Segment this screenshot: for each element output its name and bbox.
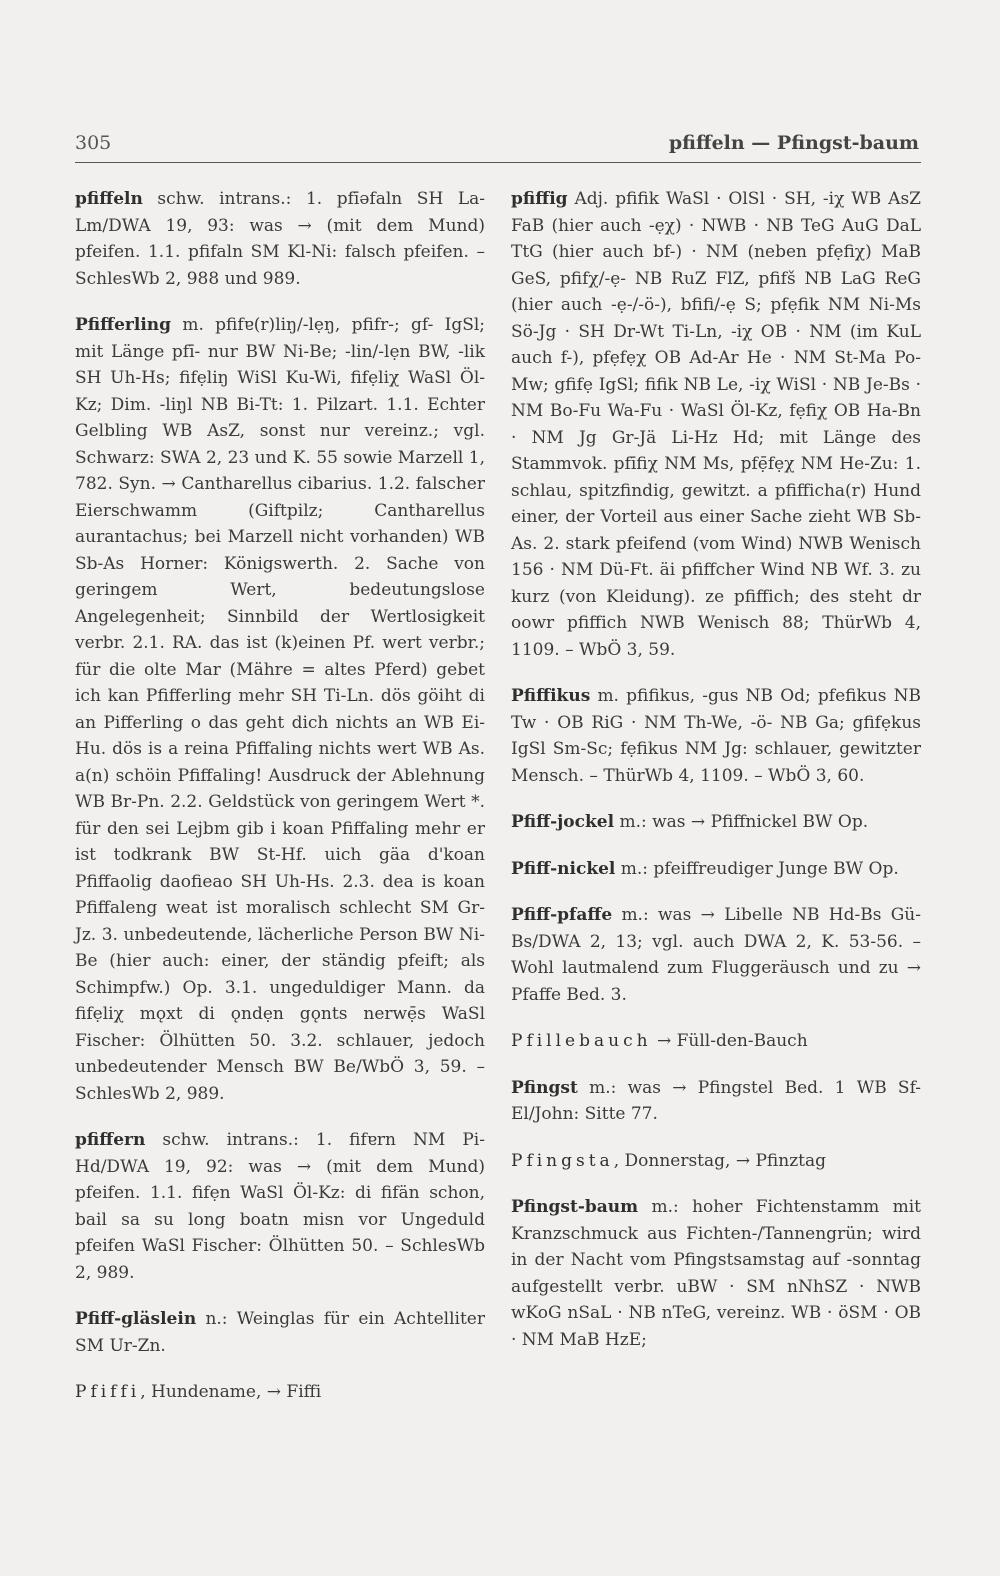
entry-pfiff-pfaffe [511, 902, 921, 1008]
lemma: Pfiff-jockel [511, 812, 615, 832]
running-title: pfiffeln — Pfingst-baum [668, 132, 919, 154]
lemma: Pfiffikus [511, 686, 591, 706]
entry-pfillebauch [511, 1028, 921, 1055]
lemma: Pfiffi [75, 1382, 141, 1402]
entry-pfiffern [75, 1127, 485, 1286]
lemma: pfiffig [511, 189, 568, 209]
right-column [511, 186, 921, 1373]
entry-pfingsta [511, 1148, 921, 1175]
entry-body: m.: was → Libelle NB Hd-Bs Gü-Bs/DWA 2, 13; vgl. auch DWA 2, K. 53-56. – Wohl lautmalend zum Fluggeräusch und zu → Pfaffe Bed. 3. [511, 905, 921, 1005]
entry-pfiff-glaeslein [75, 1306, 485, 1359]
entry-pfifferling [75, 312, 485, 1107]
entry-body: m. pfifɐ(r)liŋ/-lẹŋ, pfifr-; gf- IgSl; mit Länge pfī- nur BW Ni-Be; -lin/-lẹn BW, -lik SH Uh-Hs; fifẹliŋ WiSl Ku-Wi, fifẹliχ WaSl Öl-Kz; Dim. -liŋl NB Bi-Tt: 1. Pilzart. 1.1. Echter Gelbling WB AsZ, sonst nur vereinz.; vgl. Schwarz: SWA 2, 23 und K. 55 sowie Marzell 1, 782. Syn. → Cantharellus cibarius. 1.2. falscher Eierschwamm (Giftpilz; Cantharellus aurantachus; bei Marzell nicht vorhanden) WB Sb-As Horner: Königswerth. 2. Sache von geringem Wert, bedeutungslose Angelegenheit; Sinnbild der Wertlosigkeit verbr. 2.1. RA. das ist (k)einen Pf. wert verbr.; für die olte Mar (Mähre = altes Pferd) gebet ich kan Pfifferling mehr SH Ti-Ln. dös göiht di an Pifferling o das geht dich nichts an WB Ei-Hu. dös is a reina Pfiffaling nichts wert WB As. a(n) schöin Pfiffaling! Ausdruck der Ablehnung WB Br-Pn. 2.2. Geldstück von geringem Wert *. für den sei Lejbm gib i koan Pfiffaling mehr er ist todkrank BW St-Hf. uich gäa d'koan Pfiffaolig daofieao SH Uh-Hs. 2.3. dea is koan Pfiffaleng weat ist moralisch schlecht SM Gr-Jz. 3. unbedeutende, lächerliche Person BW Ni-Be (hier auch: einer, der ständig pfeift; als Schimpfw.) Op. 3.1. ungeduldiger Mann. da fifẹliχ mǫxt di ǫndẹn gǫnts nerwẹ̄s WaSl Fischer: Ölhütten 50. 3.2. schlauer, jedoch unbedeutender Mensch BW Be/WbÖ 3, 59. – SchlesWb 2, 989. [75, 315, 486, 1104]
entry-body: , Donnerstag, → Pfinztag [613, 1150, 827, 1171]
lemma: Pfiff-gläslein [75, 1309, 197, 1329]
running-header [75, 132, 921, 163]
lemma: Pfingst [511, 1077, 578, 1098]
entry-pfingst-baum [511, 1194, 921, 1353]
left-column [75, 186, 485, 1426]
entry-pfiff-nickel [511, 856, 921, 883]
entry-body: schw. intrans.: 1. fifɐrn NM Pi-Hd/DWA 19, 92: was → (mit dem Mund) pfeifen. 1.1. fifẹn WaSl Öl-Kz: di fifän schon, bail sa su long boatn misn vor Ungeduld pfeifen WaSl Fischer: Ölhütten 50. – SchlesWb 2, 989. [75, 1130, 485, 1283]
entry-pfingst [511, 1075, 921, 1128]
entry-body: n.: Weinglas für ein Achtelliter SM Ur-Zn. [75, 1309, 485, 1356]
lemma: Pfifferling [75, 315, 172, 335]
entry-body: Adj. pfifik WaSl · OlSl · SH, -iχ WB AsZ FaB (hier auch -ẹχ) · NWB · NB TeG AuG DaL TtG (hier auch bf-) · NM (neben pfẹfiχ) MaB GeS, pfifχ/-ẹ- NB RuZ FlZ, pfifš NB LaG ReG (hier auch -ẹ-/-ö-), bfifi/-ẹ S; pfẹfik NM Ni-Ms Sö-Jg · SH Dr-Wt Ti-Ln, -iχ OB · NM (im KuL auch f-), pfẹfẹχ OB Ad-Ar He · NM St-Ma Po-Mw; gfifẹ IgSl; fifik NB Le, -iχ WiSl · NB Je-Bs · NM Bo-Fu Wa-Fu · WaSl Öl-Kz, fẹfiχ OB Ha-Bn · NM Jg Gr-Jä Li-Hz Hd; mit Länge des Stammvok. pfīfiχ NM Ms, pfẹ̄fẹχ NM He-Zu: 1. schlau, spitzfindig, gewitzt. a pfifficha(r) Hund einer, der Vorteil aus einer Sache zieht WB Sb-As. 2. stark pfeifend (vom Wind) NWB Wenisch 156 · NM Dü-Ft. äi pfiffcher Wind NB Wf. 3. zu kurz (von Kleidung). ze pfiffich; des steht dr oowr pfiffich NWB Wenisch 88; ThürWb 4, 1109. – WbÖ 3, 59. [511, 189, 921, 660]
entry-pfiffikus [511, 683, 921, 789]
entry-body: , Hundename, → Fiffi [140, 1382, 322, 1402]
lemma: pfiffern [75, 1130, 146, 1150]
entry-body: m.: was → Pfingstel Bed. 1 WB Sf-El/John: Sitte 77. [511, 1077, 922, 1124]
entry-body: m. pfifikus, -gus NB Od; pfefikus NB Tw · OB RiG · NM Th-We, -ö- NB Ga; gfifẹkus IgSl Sm-Sc; fẹfikus NM Jg: schlauer, gewitzter Mensch. – ThürWb 4, 1109. – WbÖ 3, 60. [511, 686, 922, 786]
lemma: Pfillebauch [511, 1031, 652, 1051]
lemma: pfiffeln [75, 189, 143, 209]
entry-pfiff-jockel [511, 809, 921, 836]
entry-body: schw. intrans.: 1. pfīəfaln SH La-Lm/DWA 19, 93: was → (mit dem Mund) pfeifen. 1.1. pfifaln SM Kl-Ni: falsch pfeifen. – SchlesWb 2, 988 und 989. [75, 189, 486, 289]
entry-pfiffig [511, 186, 921, 663]
lemma: Pfingsta [511, 1150, 614, 1171]
lemma: Pfiff-nickel [511, 858, 616, 879]
lemma: Pfiff-pfaffe [511, 905, 613, 925]
lemma: Pfingst-baum [511, 1197, 639, 1217]
page-number: 305 [75, 132, 112, 154]
entry-pfiffeln [75, 186, 485, 292]
entry-body: m.: was → Pfiffnickel BW Op. [619, 812, 869, 832]
entry-body: → Füll-den-Bauch [656, 1031, 808, 1051]
entry-body: m.: pfeiffreudiger Junge BW Op. [620, 858, 899, 879]
entry-pfiffi [75, 1379, 485, 1406]
entry-body: m.: hoher Fichtenstamm mit Kranzschmuck aus Fichten-/Tannengrün; wird in der Nacht vom Pfingstsamstag auf -sonntag aufgestellt verbr. uBW · SM nNhSZ · NWB wKoG nSaL · NB nTeG, vereinz. WB · öSM · OB · NM MaB HzE; [511, 1197, 921, 1350]
